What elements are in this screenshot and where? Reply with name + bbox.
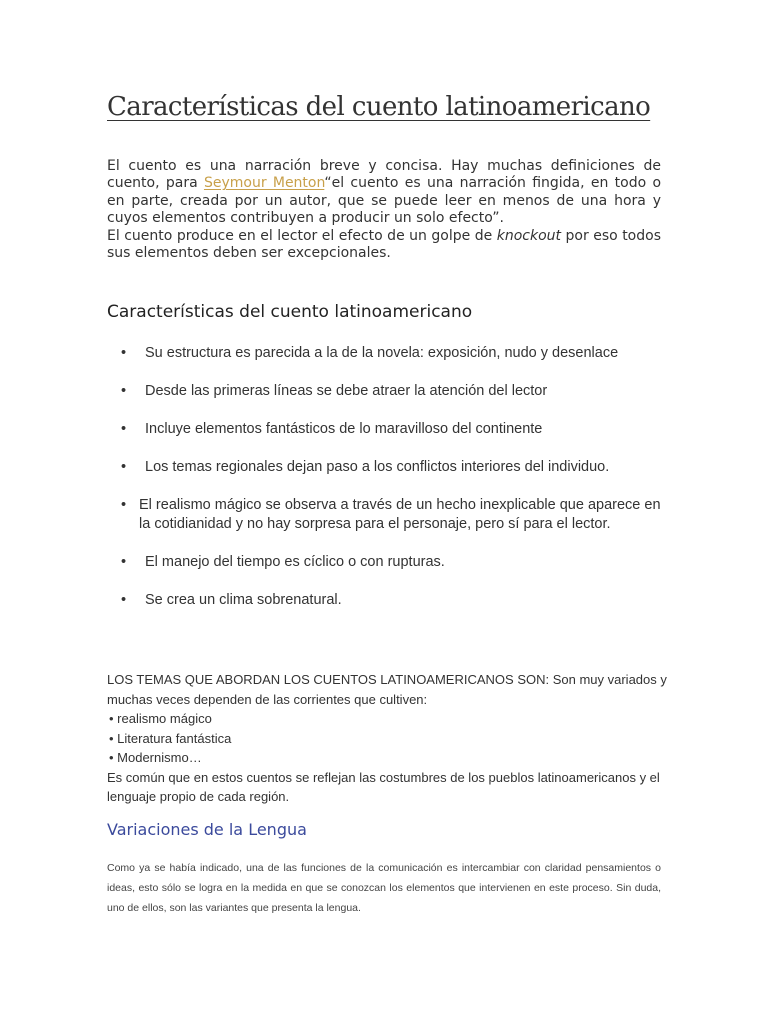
list-item (107, 382, 667, 401)
topic-item: • Literatura fantástica (109, 730, 232, 746)
bullet-icon: • (121, 554, 127, 570)
list-item-text: Los temas regionales dejan paso a los conflictos interiores del individuo. (145, 459, 610, 475)
bullet-icon: • (121, 383, 127, 399)
list-item-text: Se crea un clima sobrenatural. (145, 592, 342, 608)
bullet-icon: • (121, 459, 127, 475)
list-item-text: Desde las primeras líneas se debe atraer la atención del lector (145, 383, 548, 399)
list-item (107, 591, 667, 610)
bullet-icon: • (121, 421, 127, 437)
intro-text-1b: “el cuento es una narración fingida, en todo o en parte, creada por un autor, que se puede leer en menos de una hora y cuyos elementos contribuyen a producir un solo efecto”. (107, 175, 662, 227)
topics-section (107, 670, 667, 807)
closing-paragraph: Como ya se había indicado, una de las funciones de la comunicación es intercambiar con claridad pensamientos o ideas, esto sólo se logra en la medida en que se conozcan los elementos que intervienen en este proceso. Sin duda, uno de ellos, son las variantes que presenta la lengua. (107, 862, 661, 914)
topic-item: • realismo mágico (109, 711, 212, 726)
seymour-menton-link[interactable]: Seymour Menton (203, 175, 325, 192)
subheading-variaciones: Variaciones de la Lengua (107, 820, 307, 839)
list-item (107, 420, 667, 439)
list-item-text: El realismo mágico se observa a través de un hecho inexplicable que aparece en la cotidianidad y no hay sorpresa para el personaje, pero sí para el lector. (139, 497, 661, 532)
intro-paragraph-1 (107, 158, 661, 228)
bullet-icon: • (121, 345, 127, 361)
list-item-text: Su estructura es parecida a la de la novela: exposición, nudo y desenlace (145, 345, 619, 361)
list-item (107, 553, 667, 572)
list-item-text: Incluye elementos fantásticos de lo maravilloso del continente (145, 421, 543, 437)
topics-outro: Es común que en estos cuentos se reflejan las costumbres de los pueblos latinoamericanos y el lenguaje propio de cada región. (107, 769, 660, 804)
list-item (107, 496, 667, 534)
bullet-icon: • (121, 592, 127, 608)
bullet-icon: • (121, 497, 127, 513)
list-item (107, 344, 667, 363)
section-heading: Características del cuento latinoamericano (107, 302, 473, 322)
topics-intro: LOS TEMAS QUE ABORDAN LOS CUENTOS LATINOAMERICANOS SON: Son muy variados y muchas veces dependen de las corrientes que cultiven: (107, 672, 667, 707)
intro-text-2b: por eso todos sus elementos deben ser excepcionales. (107, 227, 661, 262)
intro-paragraph-2 (107, 228, 661, 263)
list-item (107, 458, 667, 477)
intro-text-2a: El cuento produce en el lector el efecto de un golpe de (107, 227, 497, 244)
document-title: Características del cuento latinoamericano (107, 92, 651, 122)
intro-text-1a: El cuento es una narración breve y concisa. Hay muchas definiciones de cuento, para (107, 158, 661, 192)
features-list (107, 344, 667, 629)
knockout-emphasis: knockout (496, 227, 562, 244)
topic-item: • Modernismo… (109, 750, 202, 765)
list-item-text: El manejo del tiempo es cíclico o con rupturas. (145, 554, 445, 570)
intro-section (107, 158, 661, 262)
